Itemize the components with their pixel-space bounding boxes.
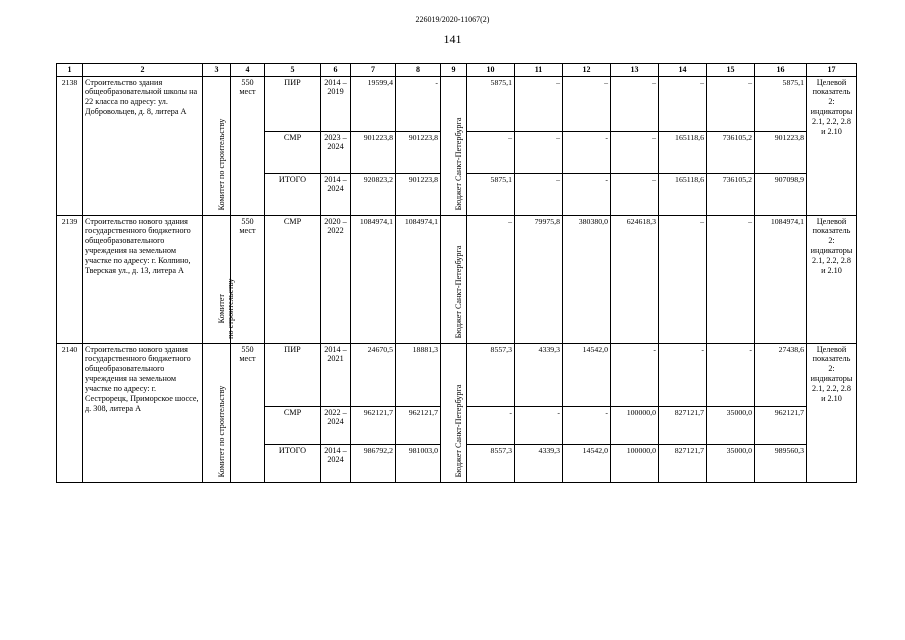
table-row xyxy=(57,76,857,131)
remaining-cost: 18881,3 xyxy=(396,343,441,406)
total-cost: 986792,2 xyxy=(351,444,396,482)
value-col-16: 1084974,1 xyxy=(755,215,807,343)
work-type: ПИР xyxy=(265,343,321,406)
column-header: 3 xyxy=(203,64,231,77)
indicator: Целевой показатель 2: индикаторы 2.1, 2.2, 2.8 и 2.10 xyxy=(807,343,857,482)
value-col-14: – xyxy=(659,76,707,131)
value-col-10: – xyxy=(467,215,515,343)
work-type: ПИР xyxy=(265,76,321,131)
column-header: 12 xyxy=(563,64,611,77)
executor-text: Комитет по строительству xyxy=(216,385,226,478)
value-col-13: – xyxy=(611,76,659,131)
remaining-cost: 981003,0 xyxy=(396,444,441,482)
value-col-10: 8557,3 xyxy=(467,343,515,406)
table-row xyxy=(57,215,857,343)
total-cost: 24670,5 xyxy=(351,343,396,406)
value-col-15: 35000,0 xyxy=(707,444,755,482)
column-header: 14 xyxy=(659,64,707,77)
value-col-10: 8557,3 xyxy=(467,444,515,482)
value-col-11: – xyxy=(515,131,563,173)
value-col-11: 79975,8 xyxy=(515,215,563,343)
value-col-11: – xyxy=(515,76,563,131)
funding-source xyxy=(441,343,467,482)
value-col-12: - xyxy=(563,173,611,215)
value-col-14: 165118,6 xyxy=(659,173,707,215)
remaining-cost: 901223,8 xyxy=(396,173,441,215)
value-col-13: - xyxy=(611,343,659,406)
value-col-16: 989560,3 xyxy=(755,444,807,482)
executor xyxy=(203,215,235,343)
row-number: 2139 xyxy=(57,215,83,343)
column-header: 10 xyxy=(467,64,515,77)
column-header: 13 xyxy=(611,64,659,77)
total-cost: 962121,7 xyxy=(351,406,396,444)
value-col-15: – xyxy=(707,215,755,343)
years: 2022 – 2024 xyxy=(321,406,351,444)
column-header: 1 xyxy=(57,64,83,77)
remaining-cost: - xyxy=(396,76,441,131)
value-col-13: 624618,3 xyxy=(611,215,659,343)
object-name: Строительство нового здания государственного бюджетного общеобразовательного учреждения на земельном участке по адресу: г. Сестрорецк, Приморское шоссе, д. 308, литера А xyxy=(83,343,203,482)
value-col-14: - xyxy=(659,343,707,406)
work-type: СМР xyxy=(265,406,321,444)
total-cost: 920823,2 xyxy=(351,173,396,215)
value-col-13: 100000,0 xyxy=(611,444,659,482)
header-row xyxy=(57,64,857,77)
indicator: Целевой показатель 2: индикаторы 2.1, 2.2, 2.8 и 2.10 xyxy=(807,215,857,343)
column-header: 17 xyxy=(807,64,857,77)
value-col-16: 962121,7 xyxy=(755,406,807,444)
value-col-14: – xyxy=(659,215,707,343)
column-header: 6 xyxy=(321,64,351,77)
work-type: ИТОГО xyxy=(265,444,321,482)
capacity: 550 мест xyxy=(231,215,265,343)
column-header: 16 xyxy=(755,64,807,77)
row-number: 2140 xyxy=(57,343,83,482)
remaining-cost: 962121,7 xyxy=(396,406,441,444)
years: 2020 – 2022 xyxy=(321,215,351,343)
document-id: 226019/2020-11067(2) xyxy=(415,15,490,24)
value-col-16: 5875,1 xyxy=(755,76,807,131)
program-table xyxy=(56,63,857,483)
value-col-10: 5875,1 xyxy=(467,173,515,215)
indicator: Целевой показатель 2: индикаторы 2.1, 2.2, 2.8 и 2.10 xyxy=(807,76,857,215)
column-header: 9 xyxy=(441,64,467,77)
years: 2014 – 2019 xyxy=(321,76,351,131)
years: 2014 – 2021 xyxy=(321,343,351,406)
value-col-12: 380380,0 xyxy=(563,215,611,343)
value-col-11: 4339,3 xyxy=(515,444,563,482)
value-col-15: – xyxy=(707,76,755,131)
value-col-14: 827121,7 xyxy=(659,444,707,482)
column-header: 8 xyxy=(396,64,441,77)
value-col-15: 35000,0 xyxy=(707,406,755,444)
object-name: Строительство здания общеобразовательной школы на 22 класса по адресу: ул. Добровольцев, д. 8, литера А xyxy=(83,76,203,215)
work-type: СМР xyxy=(265,215,321,343)
capacity: 550 мест xyxy=(231,76,265,215)
funding-source xyxy=(441,215,467,343)
value-col-13: – xyxy=(611,173,659,215)
value-col-13: – xyxy=(611,131,659,173)
column-header: 5 xyxy=(265,64,321,77)
value-col-15: - xyxy=(707,343,755,406)
value-col-11: 4339,3 xyxy=(515,343,563,406)
years: 2023 – 2024 xyxy=(321,131,351,173)
executor-text: Комитет по строительству xyxy=(216,118,226,211)
value-col-11: - xyxy=(515,406,563,444)
value-col-15: 736105,2 xyxy=(707,173,755,215)
remaining-cost: 901223,8 xyxy=(396,131,441,173)
value-col-14: 165118,6 xyxy=(659,131,707,173)
executor xyxy=(203,76,231,215)
value-col-10: – xyxy=(467,131,515,173)
remaining-cost: 1084974,1 xyxy=(396,215,441,343)
value-col-12: - xyxy=(563,131,611,173)
funding-source-text: Бюджет Санкт-Петербурга xyxy=(453,384,463,478)
page-number: 141 xyxy=(443,32,462,46)
column-header: 4 xyxy=(231,64,265,77)
value-col-11: – xyxy=(515,173,563,215)
value-col-12: – xyxy=(563,76,611,131)
value-col-10: 5875,1 xyxy=(467,76,515,131)
row-number: 2138 xyxy=(57,76,83,215)
years: 2014 – 2024 xyxy=(321,444,351,482)
work-type: ИТОГО xyxy=(265,173,321,215)
value-col-16: 907098,9 xyxy=(755,173,807,215)
value-col-16: 901223,8 xyxy=(755,131,807,173)
funding-source xyxy=(441,76,467,215)
value-col-14: 827121,7 xyxy=(659,406,707,444)
value-col-13: 100000,0 xyxy=(611,406,659,444)
column-header: 2 xyxy=(83,64,203,77)
column-header: 11 xyxy=(515,64,563,77)
value-col-15: 736105,2 xyxy=(707,131,755,173)
funding-source-text: Бюджет Санкт-Петербурга xyxy=(453,245,463,339)
total-cost: 901223,8 xyxy=(351,131,396,173)
value-col-12: 14542,0 xyxy=(563,444,611,482)
object-name: Строительство нового здания государственного бюджетного общеобразовательного учреждения на земельном участке по адресу: г. Колпино, Тверская ул., д. 13, литера А xyxy=(83,215,203,343)
value-col-10: - xyxy=(467,406,515,444)
total-cost: 19599,4 xyxy=(351,76,396,131)
value-col-12: 14542,0 xyxy=(563,343,611,406)
value-col-12: - xyxy=(563,406,611,444)
value-col-16: 27438,6 xyxy=(755,343,807,406)
capacity: 550 мест xyxy=(231,343,265,482)
years: 2014 – 2024 xyxy=(321,173,351,215)
table-row xyxy=(57,343,857,406)
funding-source-text: Бюджет Санкт-Петербурга xyxy=(453,117,463,211)
executor xyxy=(203,343,231,482)
work-type: СМР xyxy=(265,131,321,173)
total-cost: 1084974,1 xyxy=(351,215,396,343)
column-header: 7 xyxy=(351,64,396,77)
column-header: 15 xyxy=(707,64,755,77)
executor-text: Комитет по строительству xyxy=(216,278,235,339)
